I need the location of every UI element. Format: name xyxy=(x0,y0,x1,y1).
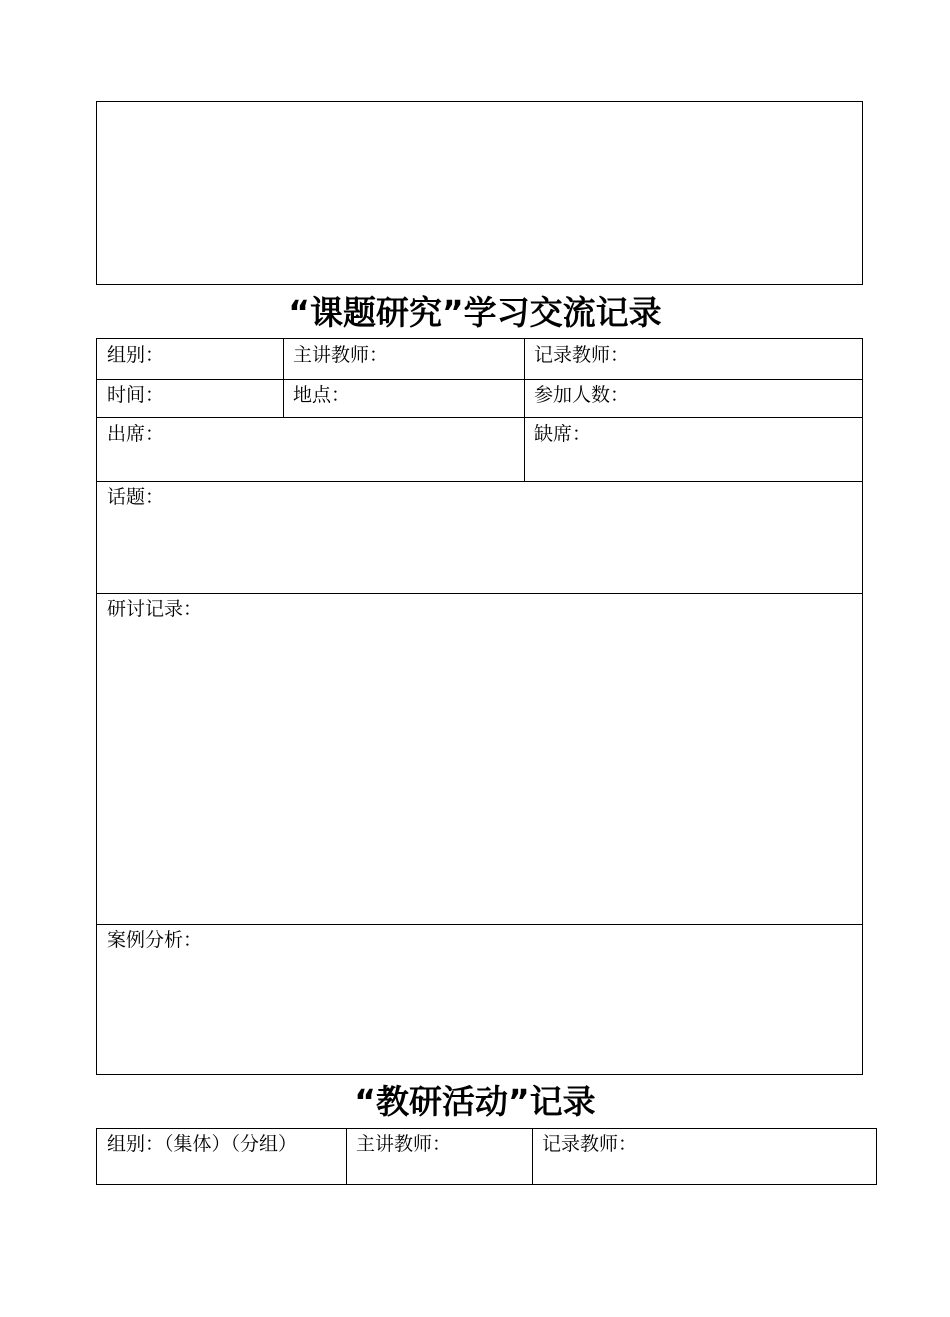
form2-table xyxy=(96,1128,877,1185)
case-analysis-label: 案例分析： xyxy=(107,929,203,951)
participants-label: 参加人数： xyxy=(534,384,630,406)
recorder-label: 记录教师： xyxy=(542,1133,638,1155)
col-divider xyxy=(524,339,525,481)
form2-title: “教研活动”记录 xyxy=(354,1082,596,1121)
col-divider xyxy=(283,339,284,417)
recorder-label: 记录教师： xyxy=(534,344,630,366)
row-divider xyxy=(97,481,862,482)
lecturer-label: 主讲教师： xyxy=(356,1133,452,1155)
col-divider xyxy=(532,1129,533,1184)
topic-label: 话题： xyxy=(107,486,165,508)
lecturer-label: 主讲教师： xyxy=(293,344,389,366)
discussion-label: 研讨记录： xyxy=(107,598,203,620)
group-label: 组别： xyxy=(107,344,165,366)
time-label: 时间： xyxy=(107,384,165,406)
top-blank-box xyxy=(96,101,863,285)
row-divider xyxy=(97,593,862,594)
row-divider xyxy=(97,924,862,925)
row-divider xyxy=(97,379,862,380)
form1-title: “课题研究”学习交流记录 xyxy=(288,293,662,332)
place-label: 地点： xyxy=(293,384,351,406)
group-label: 组别：（集体）（分组） xyxy=(107,1133,298,1155)
row-divider xyxy=(97,417,862,418)
col-divider xyxy=(346,1129,347,1184)
present-label: 出席： xyxy=(107,423,165,445)
absent-label: 缺席： xyxy=(534,423,592,445)
form1-table xyxy=(96,338,863,1075)
